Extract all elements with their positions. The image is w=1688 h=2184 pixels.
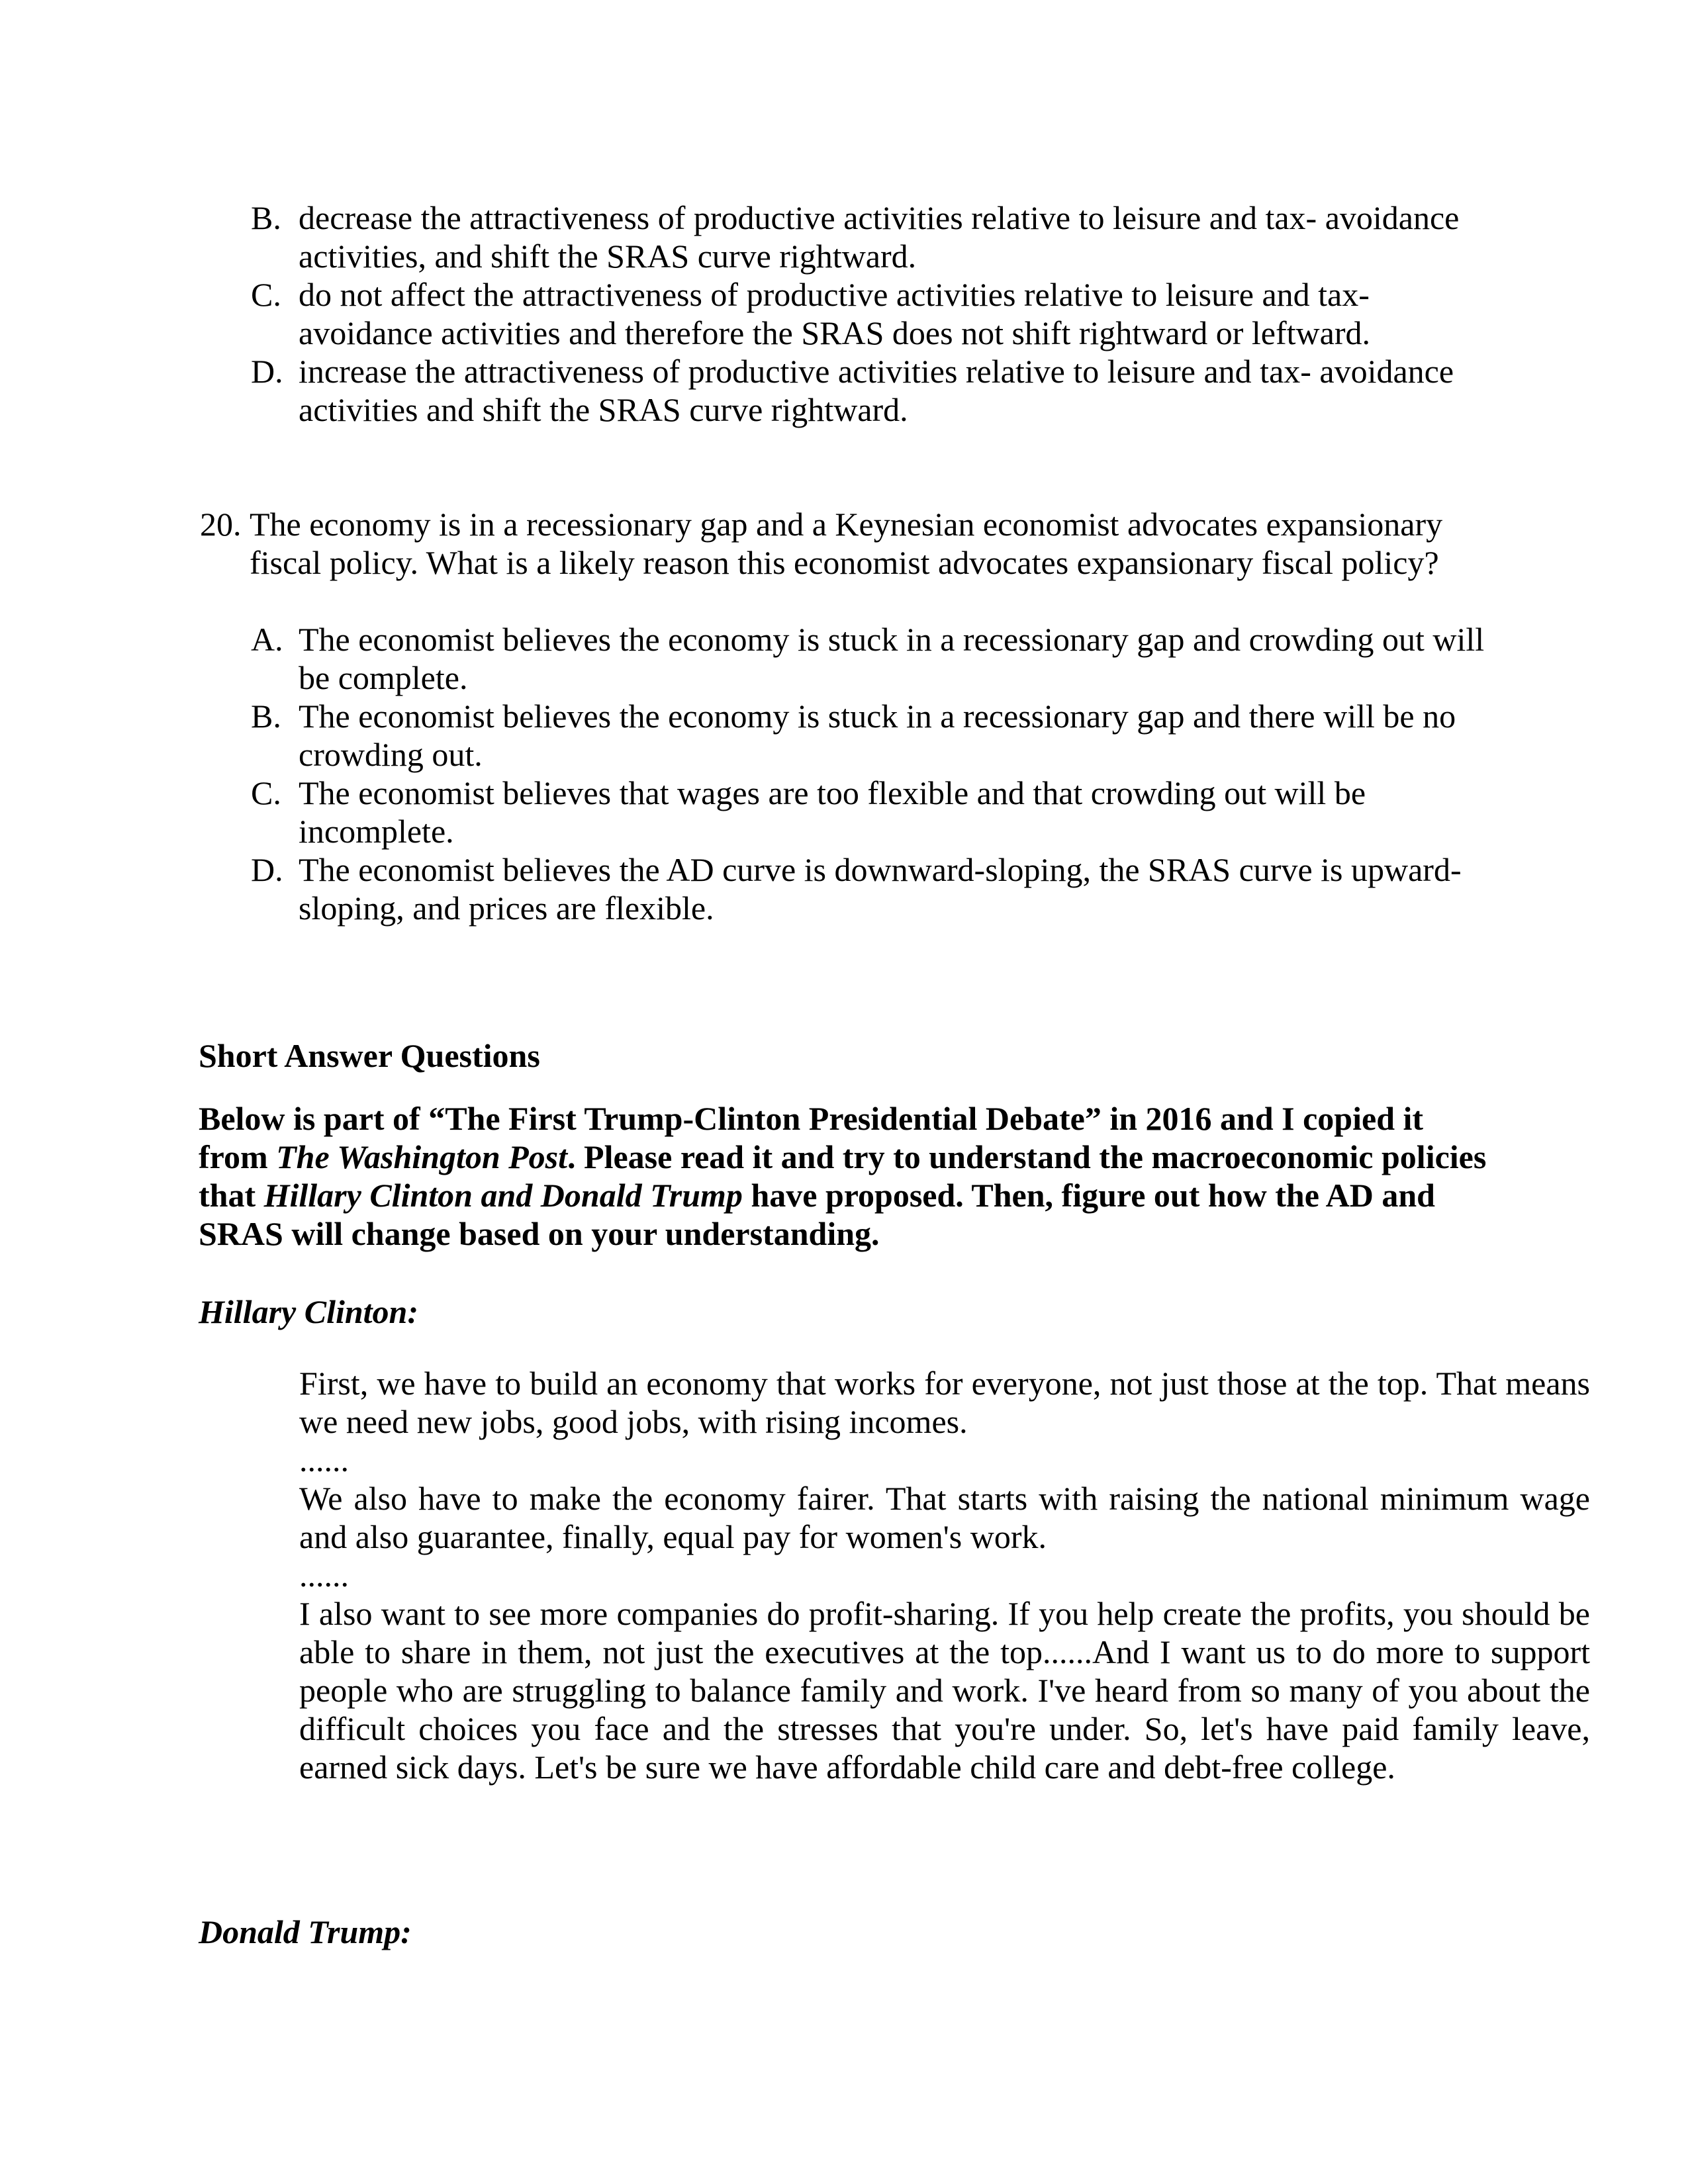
option-letter: C. (251, 276, 281, 313)
question-stem (199, 505, 1489, 582)
option-letter: B. (251, 698, 281, 735)
intro-text-part1: Below is part of “The First Trump-Clinton Presidential Debate” in 2016 and I copied it from (199, 1100, 1424, 1175)
option-text: The economist believes that wages are too flexible and that crowding out will be incomplete. (299, 774, 1366, 850)
intro-italic-washington-post: The Washington Post (276, 1138, 568, 1175)
list-item (199, 620, 1489, 697)
intro-paragraph (199, 1099, 1489, 1253)
hillary-quote-block (199, 1364, 1590, 1786)
question-number: 20. (200, 506, 242, 543)
quote-paragraph: I also want to see more companies do profit-sharing. If you help create the profits, you should be able to share in them, not just the executives at the top......And I want us to do more to support people who are struggling to balance family and work. I've heard from so many of you about the difficult choices you face and the stresses that you're under. So, let's have paid family leave, earned sick days. Let's be sure we have affordable child care and debt-free college. (299, 1595, 1590, 1786)
option-letter: D. (251, 353, 283, 390)
quote-paragraph: We also have to make the economy fairer. That starts with raising the national minimum wage and also guarantee, finally, equal pay for women's work. (299, 1480, 1590, 1555)
option-text: decrease the attractiveness of productive activities relative to leisure and tax- avoidance activities, and shift the SRAS curve rightward. (299, 199, 1460, 275)
option-letter: D. (251, 851, 283, 888)
q19-options-list (199, 199, 1489, 429)
option-text: The economist believes the AD curve is downward-sloping, the SRAS curve is upward-sloping, and prices are flexible. (299, 851, 1462, 927)
intro-text-part2: . Please read it and try to understand the macroeconomic policies that (199, 1138, 1487, 1214)
intro-italic-candidates: Hillary Clinton and Donald Trump (263, 1177, 743, 1214)
list-item (199, 352, 1489, 429)
list-item (199, 275, 1489, 352)
option-text: The economist believes the economy is stuck in a recessionary gap and crowding out will be complete. (299, 621, 1485, 696)
list-item (199, 774, 1489, 850)
option-text: The economist believes the economy is stuck in a recessionary gap and there will be no crowding out. (299, 698, 1456, 773)
option-letter: C. (251, 774, 281, 811)
option-letter: B. (251, 199, 281, 236)
ellipsis-separator: ...... (299, 1557, 349, 1594)
question-20 (199, 505, 1489, 927)
q20-options-list (199, 620, 1489, 927)
section-heading-short-answer: Short Answer Questions (199, 1037, 540, 1074)
list-item (199, 850, 1489, 927)
quote-paragraph: First, we have to build an economy that works for everyone, not just those at the top. That means we need new jobs, good jobs, with rising incomes. (299, 1365, 1590, 1440)
list-item (199, 697, 1489, 774)
speaker-heading-donald-trump: Donald Trump: (199, 1913, 412, 1950)
list-item (199, 199, 1489, 275)
option-letter: A. (251, 621, 283, 658)
option-text: do not affect the attractiveness of productive activities relative to leisure and tax-avoidance activities and therefore the SRAS does not shift rightward or leftward. (299, 276, 1370, 351)
question-text: The economy is in a recessionary gap and a Keynesian economist advocates expansionary fiscal policy. What is a likely reason this economist advocates expansionary fiscal policy? (250, 506, 1443, 581)
ellipsis-separator: ...... (299, 1441, 349, 1479)
option-text: increase the attractiveness of productive activities relative to leisure and tax- avoidance activities and shift the SRAS curve rightward. (299, 353, 1454, 428)
intro-text-part3: have proposed. Then, figure out how the AD and SRAS will change based on your understanding. (199, 1177, 1435, 1252)
speaker-heading-hillary-clinton: Hillary Clinton: (199, 1293, 419, 1330)
